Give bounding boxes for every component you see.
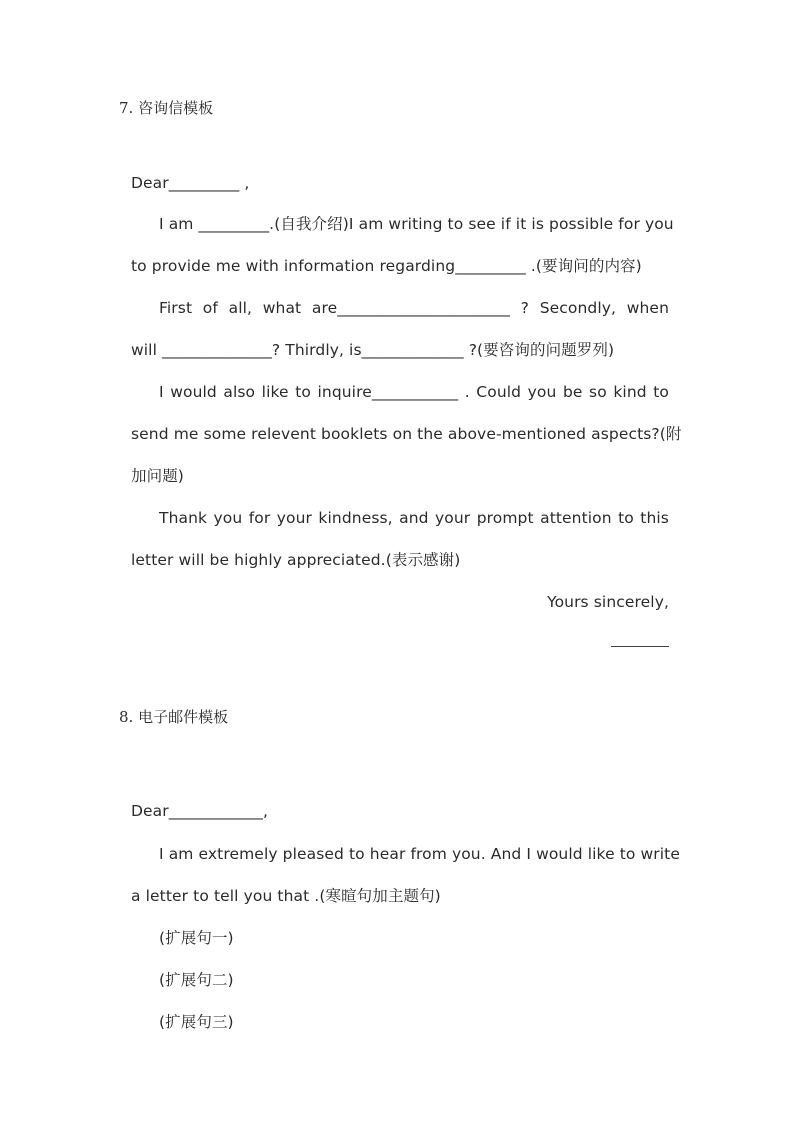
section-7-paragraph-2-line-2: will ______________? Thirdly, is_____________ ?(要咨询的问题罗列): [131, 341, 615, 359]
section-8-expansion-3: (扩展句三): [159, 1013, 234, 1031]
section-7-paragraph-2-line-1: First of all, what are______________________ ? Secondly, when: [159, 299, 669, 317]
section-8-greeting: Dear____________,: [131, 802, 268, 820]
section-7-closing: Yours sincerely,: [547, 593, 669, 611]
section-7-paragraph-4-line-1: Thank you for your kindness, and your prompt attention to this: [159, 509, 669, 527]
section-8-paragraph-1-line-1: I am extremely pleased to hear from you. And I would like to write: [159, 845, 680, 863]
section-8-expansion-1: (扩展句一): [159, 929, 234, 947]
section-7-paragraph-3-line-3: 加问题): [131, 467, 184, 485]
section-8-expansion-2: (扩展句二): [159, 971, 234, 989]
section-7-paragraph-4-line-2: letter will be highly appreciated.(表示感谢): [131, 551, 461, 569]
section-8-heading: 8. 电子邮件模板: [119, 708, 229, 726]
section-8-paragraph-1-line-2: a letter to tell you that .(寒暄句加主题句): [131, 887, 441, 905]
section-7-heading: 7. 咨询信模板: [119, 99, 214, 117]
section-7-paragraph-3-line-2: send me some relevent booklets on the above-mentioned aspects?(附: [131, 425, 682, 443]
section-7-paragraph-1-line-1: I am _________.(自我介绍)I am writing to see if it is possible for you: [159, 215, 674, 233]
section-7-paragraph-1-line-2: to provide me with information regarding_________ .(要询问的内容): [131, 257, 642, 275]
signature-line: [611, 645, 669, 647]
section-7-greeting: Dear_________ ,: [131, 174, 250, 192]
section-7-paragraph-3-line-1: I would also like to inquire___________ . Could you be so kind to: [159, 383, 669, 401]
